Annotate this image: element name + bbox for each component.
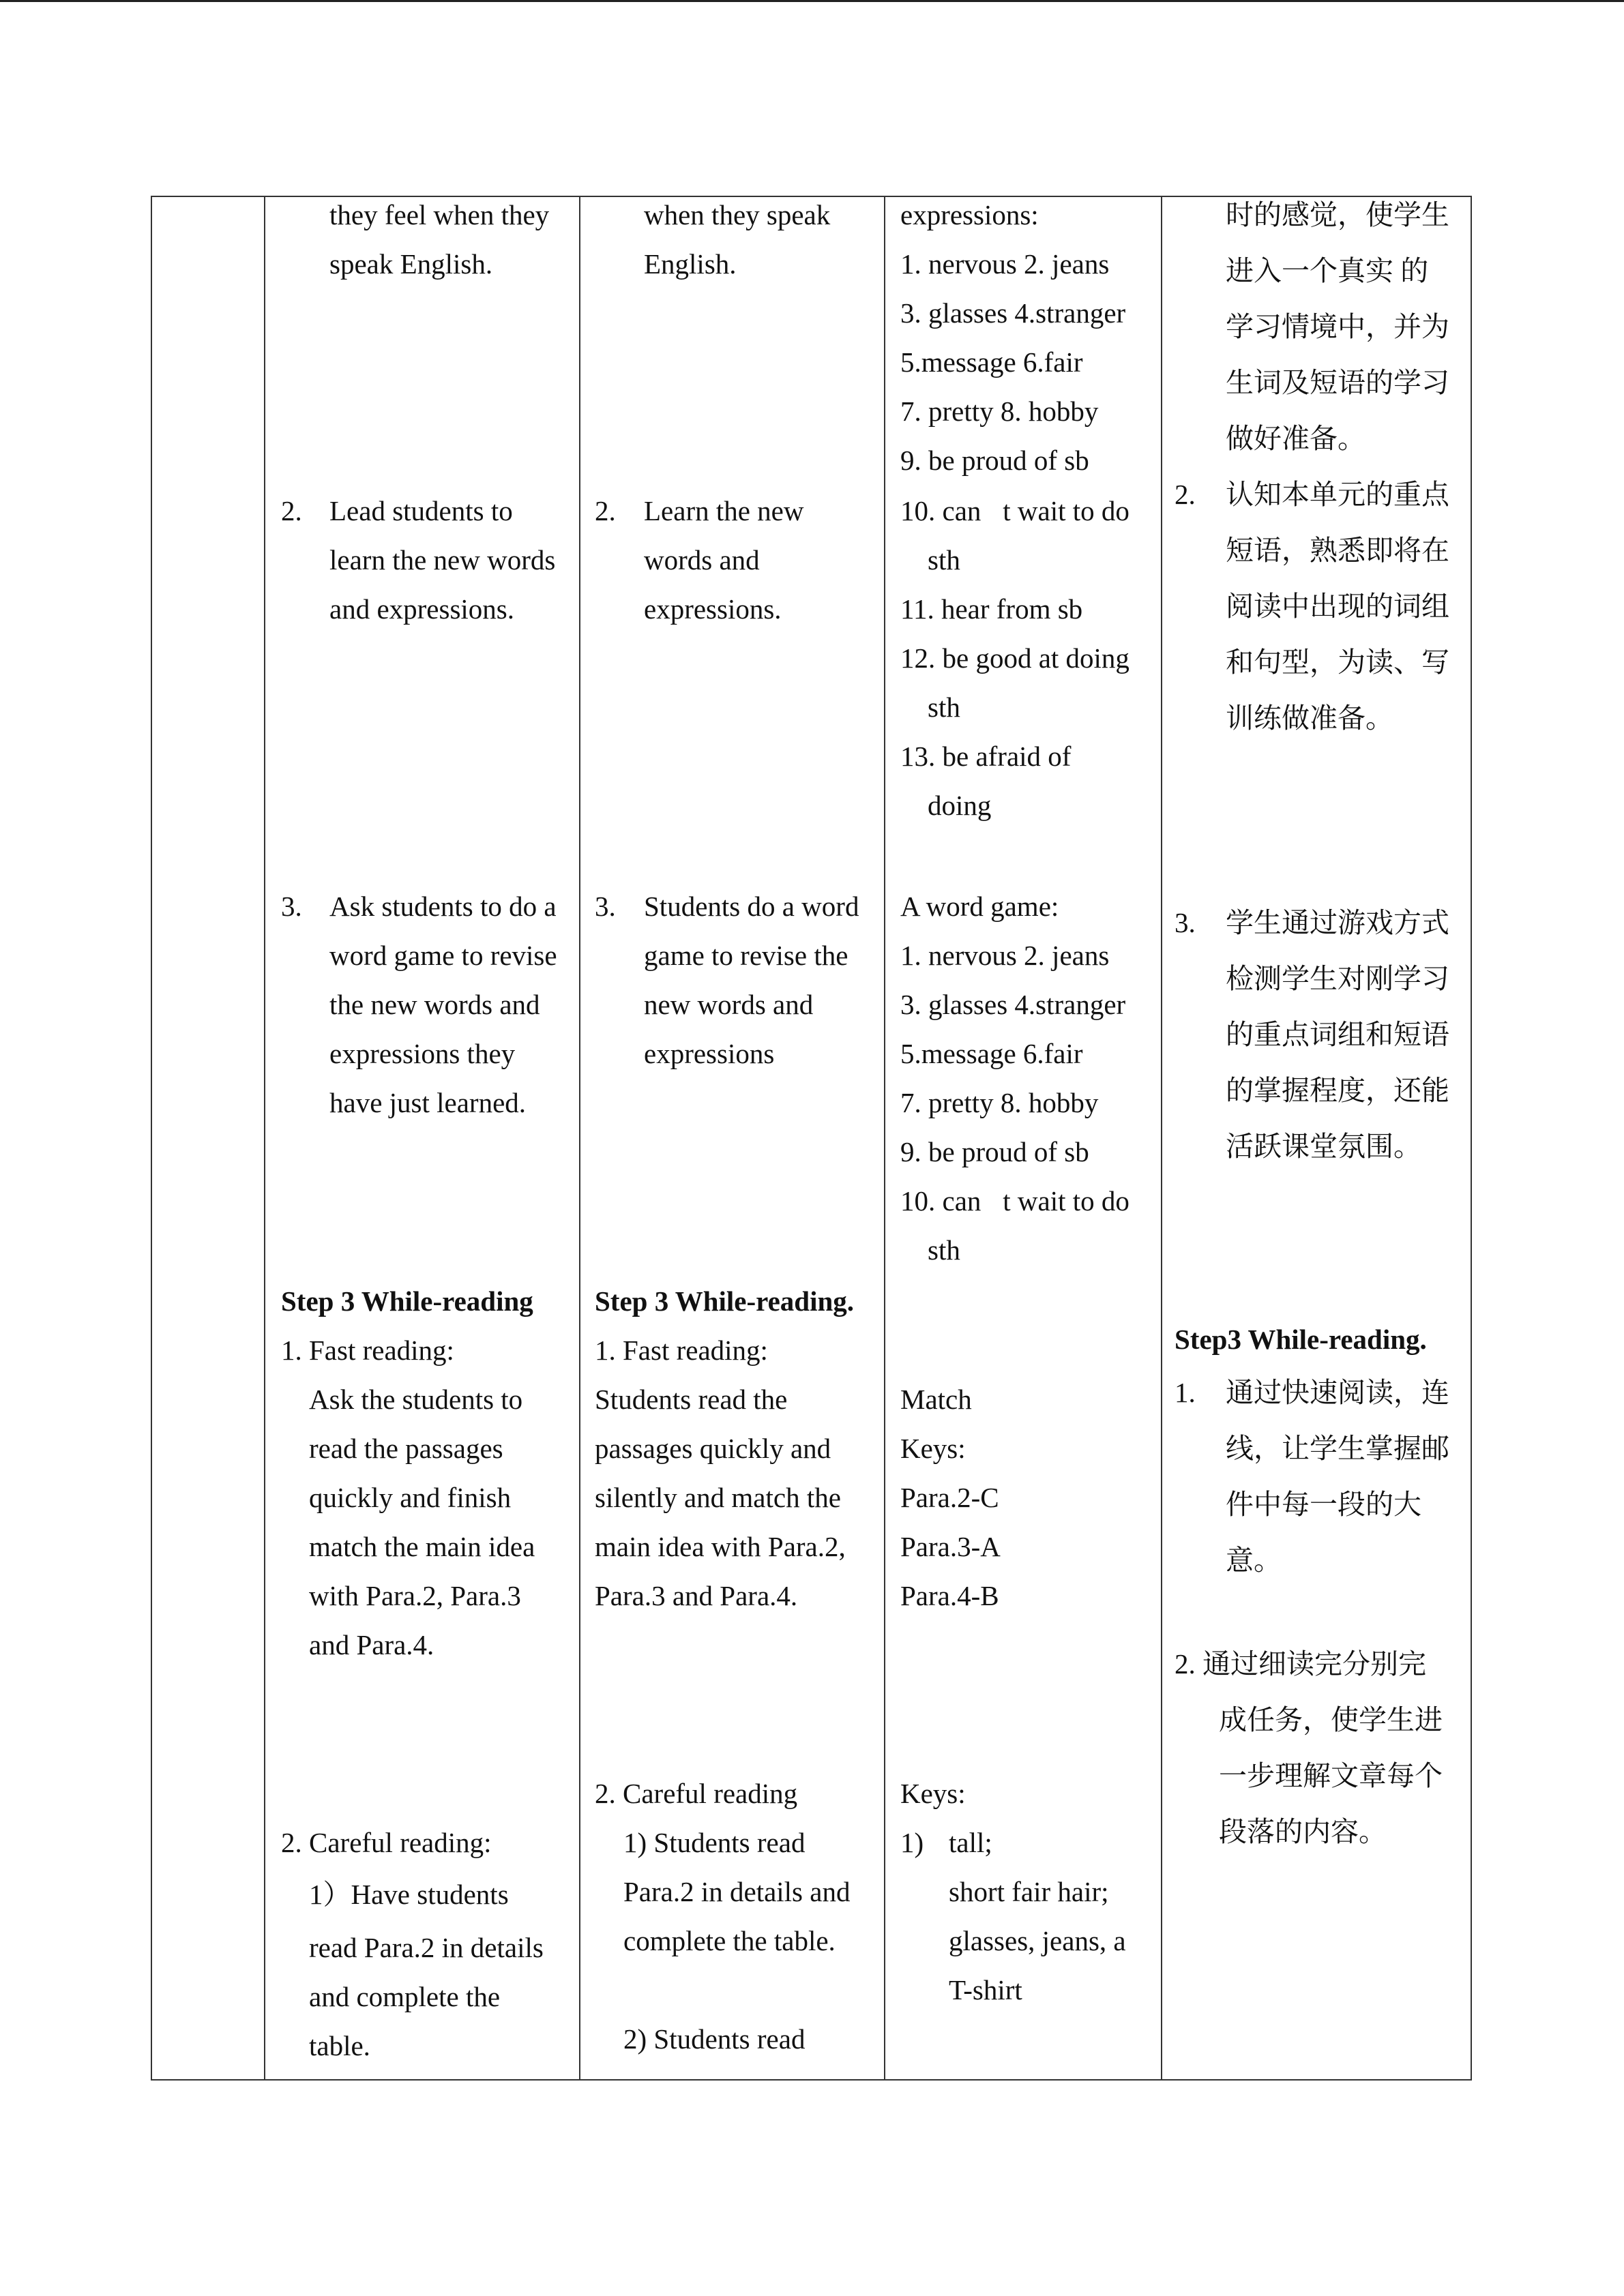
cell-text: Para.3 and Para.4. — [595, 1580, 798, 1611]
step-heading: Step 3 While-reading — [281, 1285, 533, 1317]
cell-text: 2. Careful reading — [595, 1778, 798, 1809]
cell-text: read Para.2 in details — [309, 1932, 544, 1963]
cell-text: words and — [644, 544, 760, 576]
cell-text: 7. pretty 8. hobby — [900, 1087, 1099, 1118]
list-number: 1) — [900, 1827, 924, 1858]
cell-text: 和句型，为读、写 — [1226, 646, 1449, 678]
cell-text: word game to revise — [329, 940, 557, 971]
cell-text: Keys: — [900, 1433, 966, 1464]
cell-text: A word game: — [900, 891, 1059, 922]
list-number: 3. — [1175, 907, 1196, 938]
cell-text: game to revise the — [644, 940, 848, 971]
cell-text: 1. Fast reading: — [281, 1335, 454, 1366]
column-divider-1 — [264, 196, 265, 2081]
cell-text: table. — [309, 2030, 370, 2061]
cell-text: sth — [928, 691, 960, 723]
cell-text: Para.3-A — [900, 1531, 1001, 1562]
cell-text: 线，让学生掌握邮 — [1226, 1433, 1449, 1464]
cell-text: learn the new words — [329, 544, 556, 576]
cell-text: 1. Fast reading: — [595, 1335, 768, 1366]
cell-text: speak English. — [329, 248, 493, 280]
cell-text: English. — [644, 248, 737, 280]
cell-text: Match — [900, 1384, 972, 1415]
list-number: 2. — [595, 495, 616, 526]
cell-text: passages quickly and — [595, 1433, 831, 1464]
cell-text: 学习情境中，并为 — [1226, 311, 1449, 342]
cell-text: and complete the — [309, 1981, 501, 2012]
cell-text: 2) Students read — [623, 2023, 806, 2055]
cell-text: Students read the — [595, 1384, 788, 1415]
cell-text: 件中每一段的大 — [1226, 1489, 1421, 1520]
cell-text: they feel when they — [329, 199, 550, 230]
cell-text: main idea with Para.2, — [595, 1531, 846, 1562]
cell-text: Students do a word — [644, 891, 859, 922]
cell-text: Ask students to do a — [329, 891, 557, 922]
cell-text: and expressions. — [329, 593, 515, 625]
cell-text: have just learned. — [329, 1087, 527, 1118]
cell-text: 10. can t wait to do — [900, 495, 1130, 526]
cell-text: 短语，熟悉即将在 — [1226, 535, 1449, 566]
cell-text: 11. hear from sb — [900, 593, 1083, 625]
cell-text: 进入一个真实 的 — [1226, 255, 1429, 286]
list-number: 2. — [1175, 479, 1196, 510]
step-heading: Step 3 While-reading. — [595, 1285, 855, 1317]
step-heading: Step3 While-reading. — [1175, 1324, 1427, 1355]
cell-text: 9. be proud of sb — [900, 445, 1089, 476]
page-top-rule — [0, 0, 1624, 2]
cell-text: Keys: — [900, 1778, 966, 1809]
cell-text: the new words and — [329, 989, 540, 1020]
cell-text: 3. glasses 4.stranger — [900, 297, 1126, 329]
column-divider-2 — [579, 196, 580, 2081]
cell-text: 9. be proud of sb — [900, 1136, 1089, 1167]
cell-text: glasses, jeans, a — [949, 1925, 1126, 1956]
cell-text: 一步理解文章每个 — [1219, 1760, 1443, 1791]
cell-text: 时的感觉，使学生 — [1226, 199, 1449, 230]
cell-text: 3. glasses 4.stranger — [900, 989, 1126, 1020]
cell-text: 2. Careful reading: — [281, 1827, 492, 1858]
cell-text: 成任务，使学生进 — [1219, 1704, 1443, 1735]
cell-text: Lead students to — [329, 495, 513, 526]
column-divider-4 — [1161, 196, 1162, 2081]
cell-text: T-shirt — [949, 1974, 1022, 2006]
cell-text: expressions they — [329, 1038, 516, 1069]
cell-text: expressions — [644, 1038, 775, 1069]
cell-text: sth — [928, 1234, 960, 1266]
list-number: 1. — [1175, 1377, 1196, 1408]
cell-text: Learn the new — [644, 495, 804, 526]
cell-text: match the main idea — [309, 1531, 535, 1562]
cell-text: 1. nervous 2. jeans — [900, 940, 1110, 971]
cell-text: Ask the students to — [309, 1384, 523, 1415]
cell-text: short fair hair; — [949, 1876, 1109, 1907]
cell-text: 生词及短语的学习 — [1226, 367, 1449, 398]
cell-text: 认知本单元的重点 — [1226, 479, 1449, 510]
list-number: 2. — [281, 495, 302, 526]
cell-text: tall; — [949, 1827, 992, 1858]
cell-text: sth — [928, 544, 960, 576]
cell-text: complete the table. — [623, 1925, 836, 1956]
cell-text: 1. nervous 2. jeans — [900, 248, 1110, 280]
cell-text: 1) Students read — [623, 1827, 806, 1858]
cell-text: read the passages — [309, 1433, 503, 1464]
cell-text: 12. be good at doing — [900, 642, 1130, 674]
cell-text: 阅读中出现的词组 — [1226, 591, 1449, 622]
cell-text: 检测学生对刚学习 — [1226, 963, 1449, 994]
cell-text: 13. be afraid of — [900, 741, 1072, 772]
cell-text: Para.2 in details and — [623, 1876, 851, 1907]
cell-text: 意。 — [1226, 1545, 1282, 1576]
cell-text: doing — [928, 790, 992, 821]
cell-text: 7. pretty 8. hobby — [900, 396, 1099, 427]
cell-text: 1）Have students — [309, 1879, 509, 1910]
cell-text: 通过快速阅读，连 — [1226, 1377, 1449, 1408]
cell-text: 10. can t wait to do — [900, 1185, 1130, 1217]
cell-text: expressions: — [900, 199, 1039, 230]
column-divider-3 — [884, 196, 885, 2081]
cell-text: and Para.4. — [309, 1629, 434, 1660]
list-number: 3. — [595, 891, 616, 922]
cell-text: 的掌握程度，还能 — [1226, 1075, 1449, 1106]
cell-text: when they speak — [644, 199, 831, 230]
cell-text: 的重点词组和短语 — [1226, 1019, 1449, 1050]
cell-text: Para.2-C — [900, 1482, 999, 1513]
cell-text: new words and — [644, 989, 814, 1020]
list-number: 3. — [281, 891, 302, 922]
cell-text: 5.message 6.fair — [900, 1038, 1083, 1069]
cell-text: Para.4-B — [900, 1580, 999, 1611]
cell-text: with Para.2, Para.3 — [309, 1580, 521, 1611]
cell-text: 做好准备。 — [1226, 423, 1365, 454]
cell-text: 活跃课堂氛围。 — [1226, 1131, 1421, 1162]
cell-text: 2. 通过细读完分别完 — [1175, 1648, 1426, 1680]
cell-text: 学生通过游戏方式 — [1226, 907, 1449, 938]
cell-text: 段落的内容。 — [1219, 1816, 1387, 1847]
cell-text: quickly and finish — [309, 1482, 512, 1513]
cell-text: silently and match the — [595, 1482, 841, 1513]
cell-text: 训练做准备。 — [1226, 702, 1393, 734]
cell-text: expressions. — [644, 593, 782, 625]
cell-text: 5.message 6.fair — [900, 346, 1083, 378]
